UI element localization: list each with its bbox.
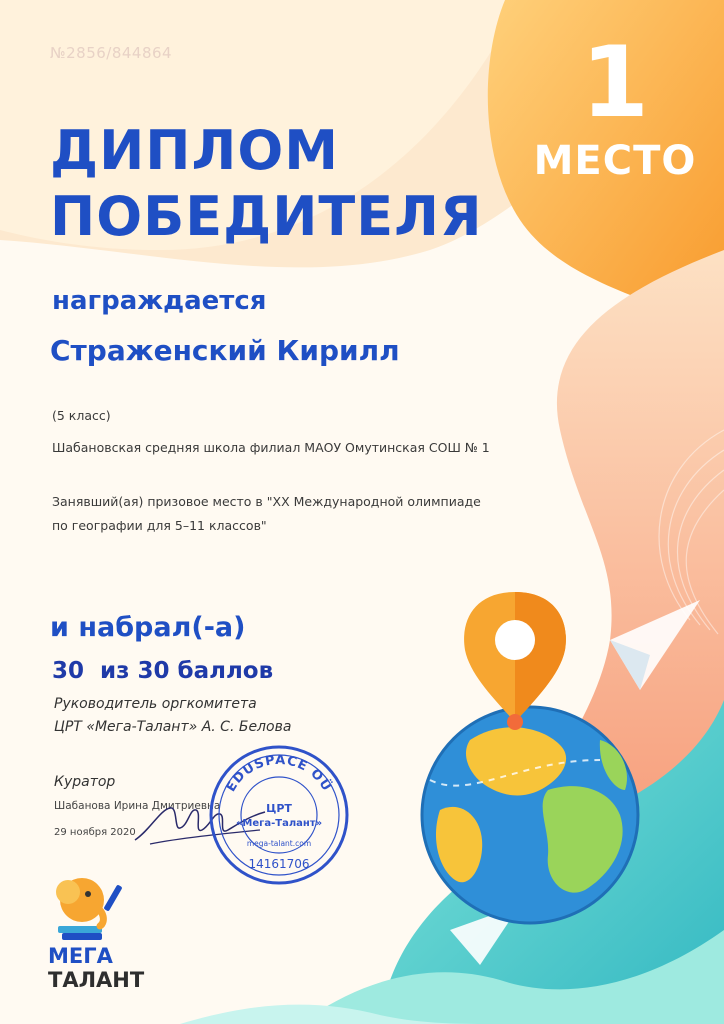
stamp-center-line-2: «Мега-Талант» — [235, 818, 323, 829]
title-line-2: ПОБЕДИТЕЛЯ — [50, 185, 483, 248]
curator-name: Шабанова Ирина Дмитриевна — [54, 800, 221, 812]
stamp-code: 14161706 — [248, 857, 310, 871]
official-stamp — [206, 742, 352, 888]
curator-label: Куратор — [54, 774, 116, 790]
diploma-number: №2856/844864 — [50, 44, 173, 62]
scored-label: и набрал(-а) — [50, 612, 246, 643]
logo-line-2: ТАЛАНТ — [48, 968, 145, 992]
score-rest: из 30 баллов — [100, 658, 274, 684]
achievement-text: Занявший(ая) призовое место в "XX Международной олимпиаде по географии для 5–11 классов" — [52, 494, 481, 533]
issue-date: 29 ноября 2020 — [54, 827, 136, 838]
logo-line-1: МЕГА — [48, 944, 113, 968]
org-head-name: ЦРТ «Мега-Талант» А. С. Белова — [54, 719, 292, 735]
elephant-logo-icon — [44, 870, 144, 946]
globe-icon — [422, 707, 638, 923]
score-line — [52, 658, 273, 684]
grade-text: (5 класс) — [52, 408, 111, 423]
score-value: 30 — [52, 658, 85, 684]
stamp-site: mega-talant.com — [246, 839, 312, 848]
recipient-name: Страженский Кирилл — [50, 334, 400, 367]
place-word: МЕСТО — [533, 138, 697, 184]
stamp-center-line-1: ЦРТ — [266, 802, 292, 815]
school-text: Шабановская средняя школа филиал МАОУ Омутинская СОШ № 1 — [52, 440, 490, 455]
diploma-title — [50, 118, 483, 250]
title-line-1: ДИПЛОМ — [50, 119, 339, 182]
org-head-label: Руководитель оргкомитета — [54, 696, 257, 712]
stamp-top-text: EDUSPACE OÜ — [223, 752, 335, 795]
place-number: 1 — [580, 26, 650, 140]
awarded-label: награждается — [52, 286, 267, 316]
